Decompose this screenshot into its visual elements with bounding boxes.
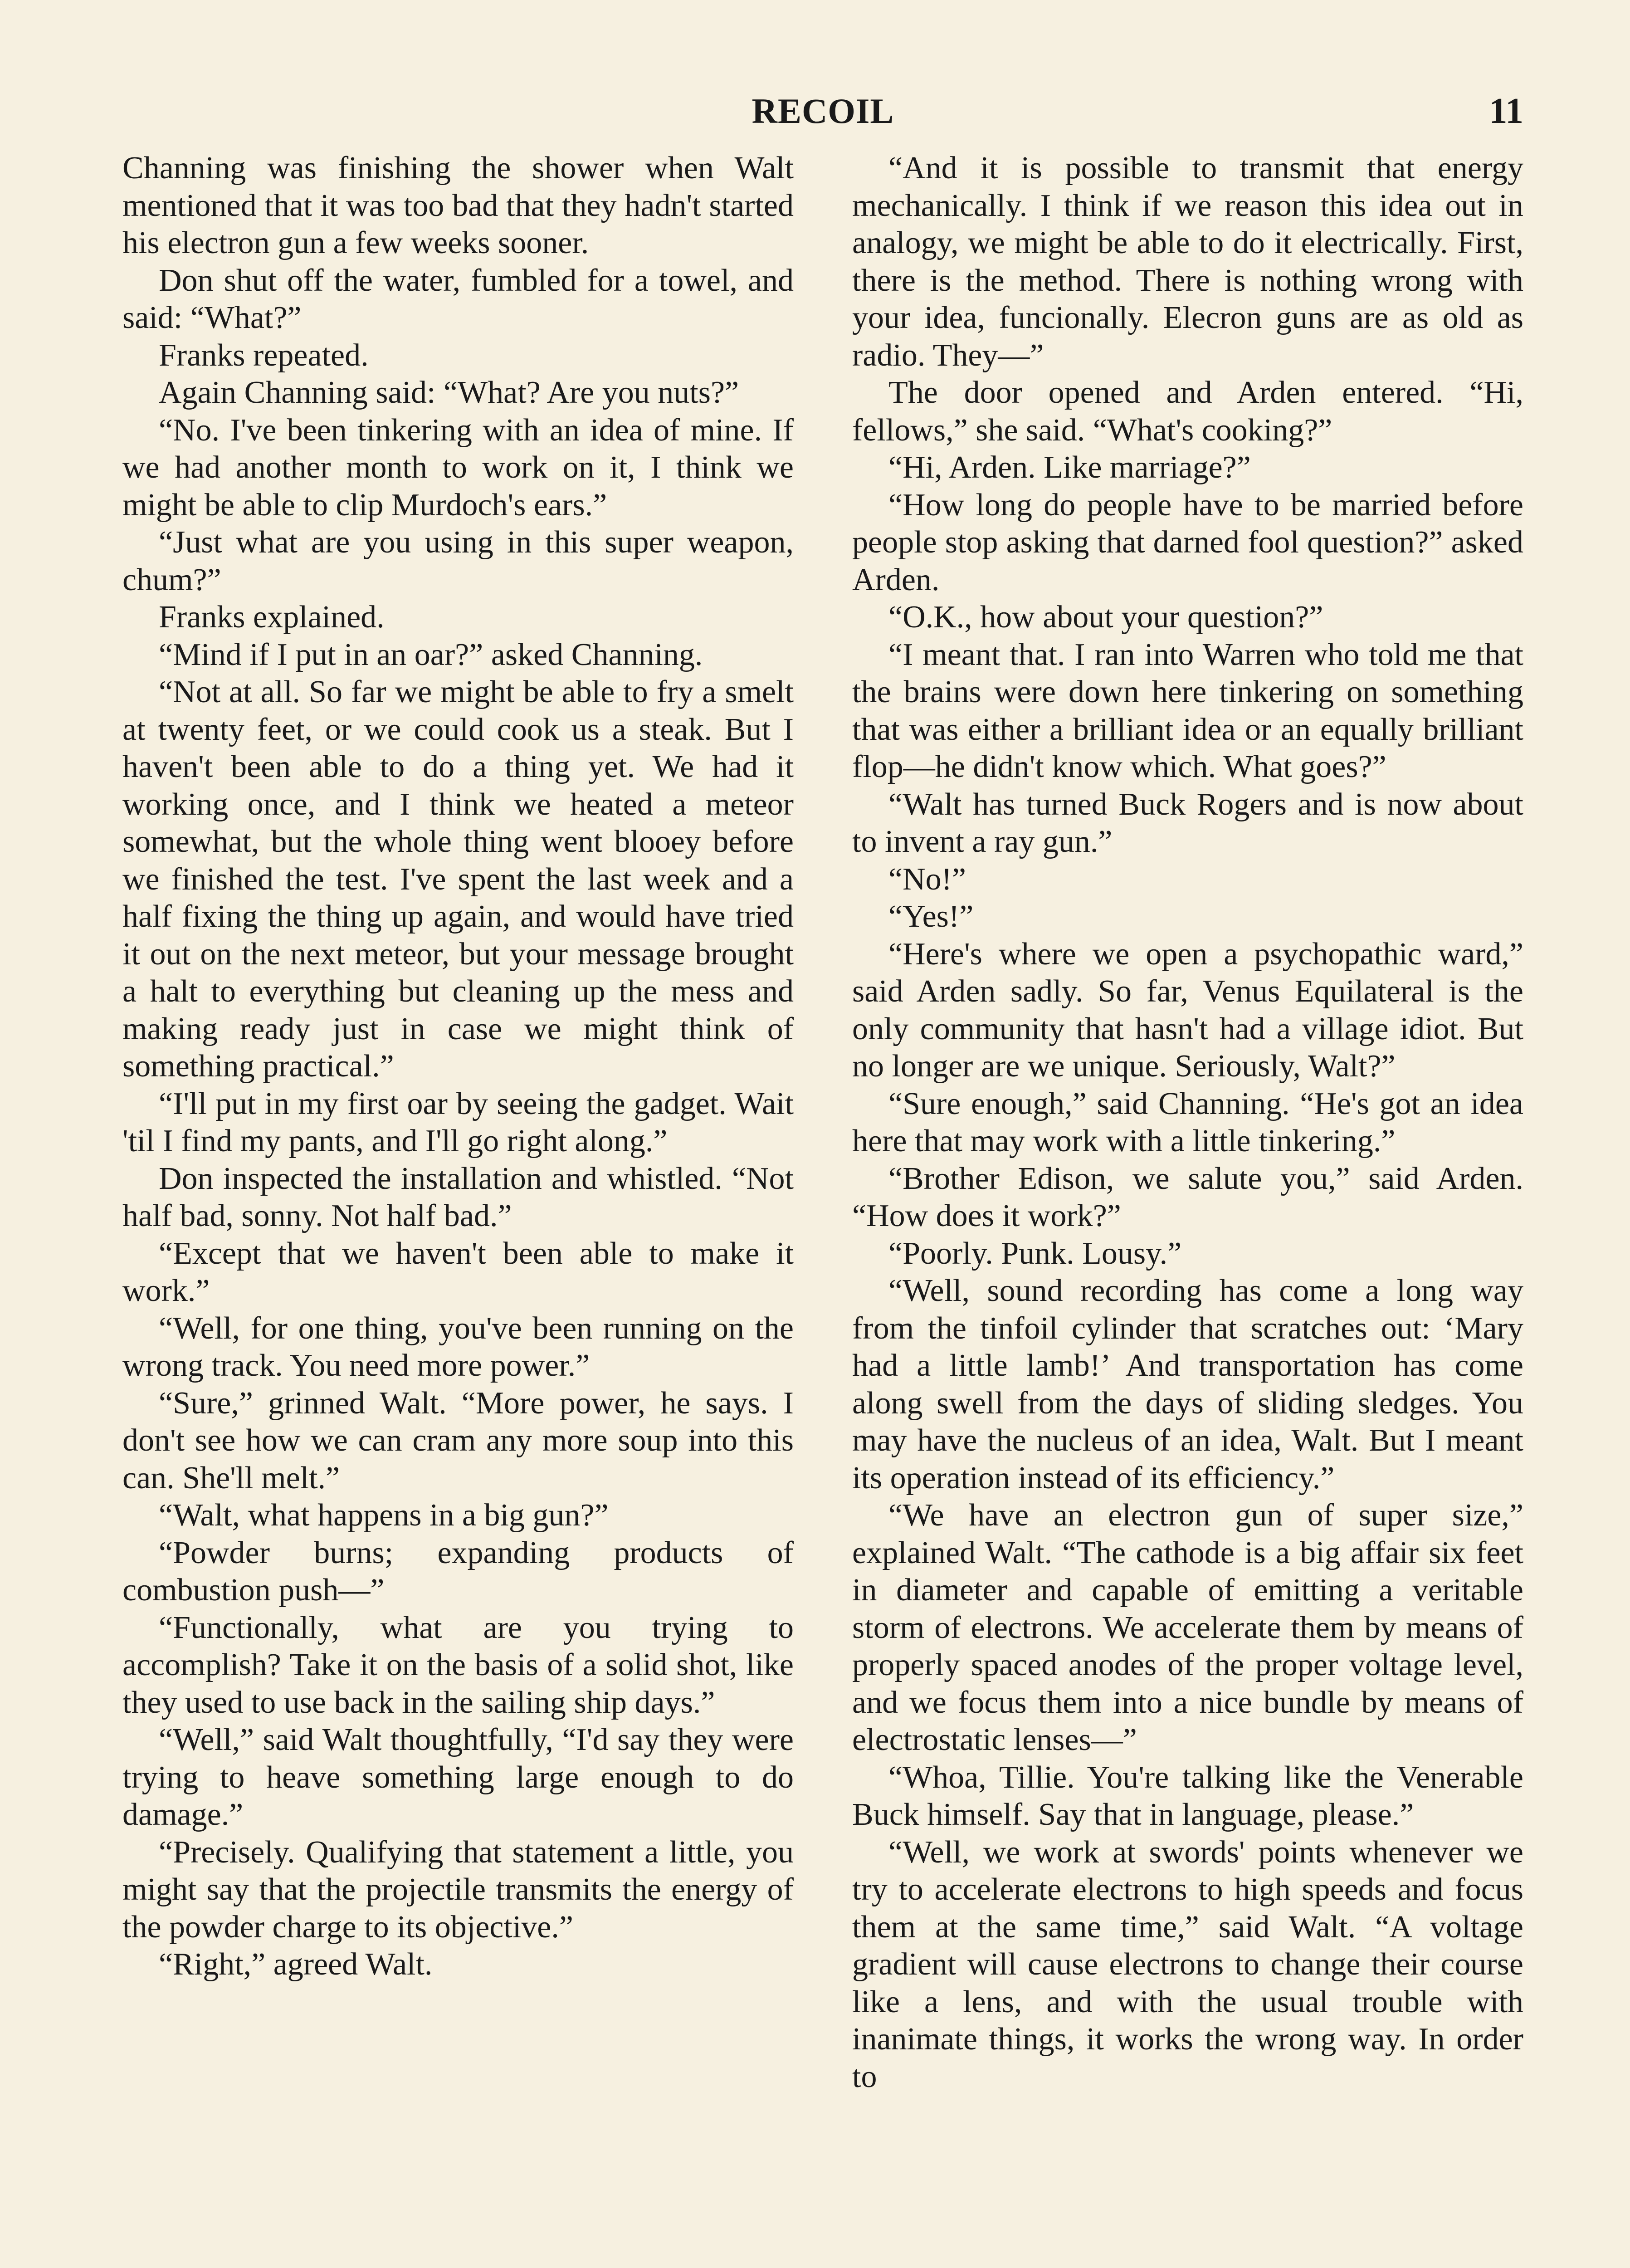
paragraph: “O.K., how about your question?” xyxy=(888,600,1323,635)
paragraph: Again Channing said: “What? Are you nuts?” xyxy=(159,375,739,410)
left-column xyxy=(122,150,794,2268)
text-columns xyxy=(122,150,1523,2268)
paragraph: “Well, for one thing, you've been running on the wrong track. You need more power.” xyxy=(122,1310,794,1383)
paragraph: “Hi, Arden. Like marriage?” xyxy=(888,450,1251,485)
paragraph: “I'll put in my first oar by seeing the gadget. Wait 'til I find my pants, and I'll go right along.” xyxy=(122,1086,794,1158)
paragraph: “How long do people have to be married before people stop asking that darned fool question?” asked Arden. xyxy=(852,487,1523,597)
paragraph: “Whoa, Tillie. You're talking like the Venerable Buck himself. Say that in language, please.” xyxy=(852,1760,1523,1832)
page-header xyxy=(122,84,1523,138)
paragraph: “Brother Edison, we salute you,” said Arden. “How does it work?” xyxy=(852,1161,1523,1233)
paragraph: “And it is possible to transmit that energy mechanically. I think if we reason this idea out in analogy, we might be able to do it electrically. First, there is the method. There is nothing wrong with your idea, funcionally. Elecron guns are as old as radio. They—” xyxy=(852,151,1523,373)
paragraph: “Functionally, what are you trying to accomplish? Take it on the basis of a solid shot, like they used to use back in the sailing ship days.” xyxy=(122,1610,794,1720)
paragraph: Channing was finishing the shower when Walt mentioned that it was too bad that they hadn't started his electron gun a few weeks sooner. xyxy=(122,151,794,260)
page-number: 11 xyxy=(1489,91,1523,131)
paragraph: “No!” xyxy=(888,861,966,897)
paragraph: “Poorly. Punk. Lousy.” xyxy=(888,1236,1182,1271)
paragraph: “Well, sound recording has come a long way from the tinfoil cylinder that scratches out: ‘Mary had a little lamb!’ And transportation has come along swell from the days of sliding sledges. You may have the nucleus of an idea, Walt. But I meant its operation instead of its efficiency.” xyxy=(852,1273,1523,1496)
running-title: RECOIL xyxy=(752,91,894,131)
paragraph: “No. I've been tinkering with an idea of mine. If we had another month to work on it, I think we might be able to clip Murdoch's ears.” xyxy=(122,412,794,523)
paragraph: “I meant that. I ran into Warren who told me that the brains were down here tinkering on something that was either a brilliant idea or an equally brilliant flop—he didn't know which. What goes?” xyxy=(852,637,1523,784)
paragraph: “Powder burns; expanding products of combustion push—” xyxy=(122,1535,794,1608)
paragraph: Don shut off the water, fumbled for a towel, and said: “What?” xyxy=(122,263,794,335)
paragraph: “We have an electron gun of super size,” explained Walt. “The cathode is a big affair six feet in diameter and capable of emitting a veritable storm of electrons. We accelerate them by means of properly spaced anodes of the proper voltage level, and we focus them into a nice bundle by means of electrostatic lenses—” xyxy=(852,1498,1523,1757)
paragraph: “Well, we work at swords' points whenever we try to accelerate electrons to high speeds and focus them at the same time,” said Walt. “A voltage gradient will cause electrons to change their course like a lens, and with the usual trouble with inanimate things, it works the wrong way. In order to xyxy=(852,1834,1523,2094)
paragraph: “Mind if I put in an oar?” asked Channing. xyxy=(159,637,703,672)
paragraph: The door opened and Arden entered. “Hi, fellows,” she said. “What's cooking?” xyxy=(852,375,1523,448)
paragraph: “Except that we haven't been able to make it work.” xyxy=(122,1236,794,1308)
right-column xyxy=(852,150,1523,2268)
paragraph: “Yes!” xyxy=(888,899,974,934)
paragraph: “Walt, what happens in a big gun?” xyxy=(159,1498,609,1533)
paragraph: “Walt has turned Buck Rogers and is now about to invent a ray gun.” xyxy=(852,787,1523,859)
paragraph: “Right,” agreed Walt. xyxy=(159,1947,433,1982)
paragraph: Franks repeated. xyxy=(159,337,369,373)
paragraph: “Just what are you using in this super weapon, chum?” xyxy=(122,525,794,597)
paragraph: “Precisely. Qualifying that statement a little, you might say that the projectile transmits the energy of the powder charge to its objective.” xyxy=(122,1834,794,1945)
paragraph: “Here's where we open a psychopathic ward,” said Arden sadly. So far, Venus Equilateral is the only community that hasn't had a village idiot. But no longer are we unique. Seriously, Walt?” xyxy=(852,936,1523,1084)
paragraph: “Not at all. So far we might be able to fry a smelt at twenty feet, or we could cook us a steak. But I haven't been able to do a thing yet. We had it working once, and I think we heated a meteor somewhat, but the whole thing went blooey before we finished the test. I've spent the last week and a half fixing the thing up again, and would have tried it out on the next meteor, but your message brought a halt to everything but cleaning up the mess and making ready just in case we might think of something practical.” xyxy=(122,675,794,1084)
paragraph: “Well,” said Walt thoughtfully, “I'd say they were trying to heave something large enough to do damage.” xyxy=(122,1722,794,1832)
paragraph: “Sure enough,” said Channing. “He's got an idea here that may work with a little tinkering.” xyxy=(852,1086,1523,1158)
paragraph: Don inspected the installation and whistled. “Not half bad, sonny. Not half bad.” xyxy=(122,1161,794,1233)
paragraph: Franks explained. xyxy=(159,600,385,635)
paragraph: “Sure,” grinned Walt. “More power, he says. I don't see how we can cram any more soup into this can. She'll melt.” xyxy=(122,1385,794,1496)
